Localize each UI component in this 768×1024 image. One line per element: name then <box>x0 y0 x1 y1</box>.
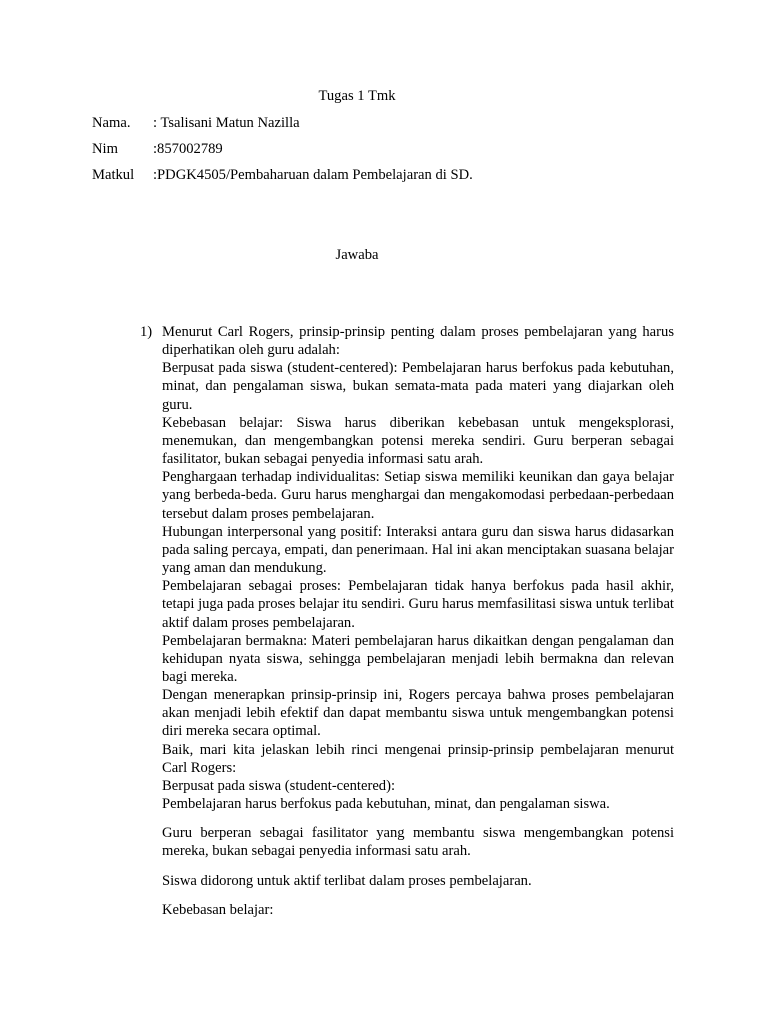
paragraph: Berpusat pada siswa (student-centered): Pembelajaran harus berfokus pada kebutuhan, minat, dan pengalaman siswa, bukan semata-mata pada materi yang diajarkan oleh guru. <box>162 360 674 413</box>
meta-nama-row <box>92 114 300 132</box>
paragraph: Siswa didorong untuk aktif terlibat dalam proses pembelajaran. <box>162 872 532 889</box>
paragraph: Dengan menerapkan prinsip-prinsip ini, Rogers percaya bahwa proses pembelajaran akan menjadi lebih efektif dan dapat membantu siswa untuk mengembangkan potensi diri mereka secara optimal. <box>162 687 674 740</box>
paragraph: Menurut Carl Rogers, prinsip-prinsip penting dalam proses pembelajaran yang harus diperhatikan oleh guru adalah: <box>162 324 674 359</box>
meta-nim-row <box>92 140 223 158</box>
nama-label: Nama. <box>92 115 131 131</box>
paragraph: Pembelajaran bermakna: Materi pembelajaran harus dikaitkan dengan pengalaman dan kehidupan nyata siswa, sehingga pembelajaran menjadi lebih bermakna dan relevan bagi mereka. <box>162 632 674 685</box>
meta-matkul-row <box>92 166 473 184</box>
paragraph: Guru berperan sebagai fasilitator yang membantu siswa mengembangkan potensi mereka, bukan sebagai penyedia informasi satu arah. <box>162 825 674 860</box>
paragraph: Pembelajaran sebagai proses: Pembelajaran tidak hanya berfokus pada hasil akhir, tetapi juga pada proses belajar itu sendiri. Guru harus memfasilitasi siswa untuk terlibat aktif dalam proses pembelajaran. <box>162 578 674 631</box>
nim-value: :857002789 <box>153 141 223 157</box>
paragraph: Hubungan interpersonal yang positif: Interaksi antara guru dan siswa harus didasarkan pada saling percaya, empati, dan penerimaan. Hal ini akan menciptakan suasana belajar yang aman dan mendukung. <box>162 523 674 577</box>
answer-heading: Jawaba <box>335 247 379 263</box>
paragraph: Pembelajaran harus berfokus pada kebutuhan, minat, dan pengalaman siswa. <box>162 796 610 813</box>
matkul-label: Matkul <box>92 167 135 183</box>
answer-body <box>162 323 674 919</box>
matkul-value: :PDGK4505/Pembaharuan dalam Pembelajaran di SD. <box>153 167 473 183</box>
paragraph: Kebebasan belajar: <box>162 901 274 918</box>
paragraph: Kebebasan belajar: Siswa harus diberikan kebebasan untuk mengeksplorasi, menemukan, dan mengembangkan potensi mereka sendiri. Guru berperan sebagai fasilitator, bukan sebagai penyedia informasi satu arah. <box>162 414 674 468</box>
nim-label: Nim <box>92 141 118 157</box>
paragraph: Berpusat pada siswa (student-centered): <box>162 777 396 794</box>
list-number: 1) <box>140 324 153 340</box>
nama-value: : Tsalisani Matun Nazilla <box>153 115 300 131</box>
document-title: Tugas 1 Tmk <box>318 88 396 104</box>
paragraph: Penghargaan terhadap individualitas: Setiap siswa memiliki keunikan dan gaya belajar yang berbeda-beda. Guru harus menghargai dan mengakomodasi perbedaan-perbedaan tersebut dalam proses pembelajaran. <box>162 469 674 522</box>
paragraph: Baik, mari kita jelaskan lebih rinci mengenai prinsip-prinsip pembelajaran menurut Carl Rogers: <box>162 741 674 776</box>
